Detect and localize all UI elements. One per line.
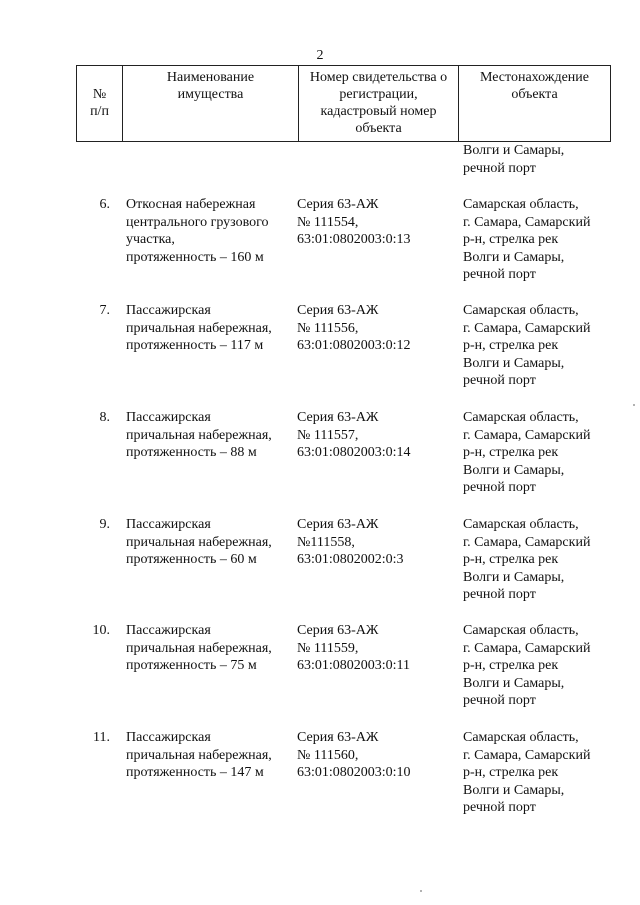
header-text: Номер свидетельства о (309, 70, 448, 85)
registration-line: № 111557, (297, 427, 359, 443)
location-line: речной порт (463, 160, 536, 176)
header-text: регистрации, (339, 87, 418, 102)
registration-line: 63:01:0802003:0:10 (297, 765, 411, 780)
name-line: причальная набережная, (126, 747, 272, 763)
location-line: Самарская область, (463, 517, 579, 532)
location-line: Волги и Самары, (463, 675, 565, 691)
registration-line: Серия 63-АЖ (297, 623, 379, 638)
header-text: объекта (511, 87, 558, 102)
location-line: речной порт (463, 587, 536, 602)
name-line: Пассажирская (126, 410, 211, 425)
scan-speck (420, 890, 422, 892)
location-line: р-н, стрелка рек (463, 445, 559, 460)
registration-line: Серия 63-АЖ (297, 730, 379, 745)
property-name-cell (126, 729, 294, 782)
row-number: 8. (99, 410, 110, 425)
property-name-cell (126, 302, 294, 355)
name-line: протяженность – 88 м (126, 445, 257, 460)
name-line: Откосная набережная (126, 197, 256, 212)
location-line: речной порт (463, 800, 536, 815)
name-line: причальная набережная, (126, 534, 272, 550)
header-text: объекта (355, 121, 402, 136)
location-line: р-н, стрелка рек (463, 232, 559, 247)
registration-cell (297, 409, 457, 462)
location-line: Самарская область, (463, 410, 579, 425)
name-line: причальная набережная, (126, 320, 272, 336)
name-line: Пассажирская (126, 623, 211, 638)
header-location-column (459, 66, 610, 141)
name-line: протяженность – 60 м (126, 552, 257, 567)
location-line: речной порт (463, 267, 536, 282)
location-line: речной порт (463, 480, 536, 495)
location-line: г. Самара, Самарский (463, 747, 591, 763)
name-line: протяженность – 147 м (126, 765, 264, 780)
registration-line: Серия 63-АЖ (297, 410, 379, 425)
location-line: Самарская область, (463, 730, 579, 745)
location-line: г. Самара, Самарский (463, 214, 591, 230)
location-cell (463, 302, 628, 390)
page-number: 2 (316, 48, 324, 63)
registration-cell (297, 302, 457, 355)
location-line: р-н, стрелка рек (463, 338, 559, 353)
registration-cell (297, 622, 457, 675)
continued-location-cell (463, 142, 623, 177)
name-line: протяженность – 117 м (126, 338, 264, 353)
registration-cell (297, 196, 457, 249)
name-line: Пассажирская (126, 517, 211, 532)
location-cell (463, 516, 628, 604)
registration-cell (297, 516, 457, 569)
location-line: Волги и Самары, (463, 782, 565, 798)
name-line: центрального грузового (126, 214, 269, 230)
registration-line: Серия 63-АЖ (297, 303, 379, 318)
registration-line: № 111554, (297, 214, 359, 230)
name-line: причальная набережная, (126, 427, 272, 443)
table-header (76, 65, 611, 142)
header-number-column (77, 66, 123, 141)
header-text: Наименование (166, 70, 255, 85)
registration-line: № 111559, (297, 640, 359, 656)
location-line: р-н, стрелка рек (463, 658, 559, 673)
header-text: п/п (90, 104, 109, 119)
scan-speck (633, 404, 635, 406)
header-registration-column (299, 66, 459, 141)
location-line: г. Самара, Самарский (463, 640, 591, 656)
location-line: Волги и Самары, (463, 569, 565, 585)
header-text: кадастровый номер (320, 104, 437, 119)
location-line: Самарская область, (463, 623, 579, 638)
location-line: Самарская область, (463, 303, 579, 318)
location-line: Самарская область, (463, 197, 579, 212)
name-line: Пассажирская (126, 303, 211, 318)
location-line: речной порт (463, 373, 536, 388)
row-number: 10. (92, 623, 110, 638)
location-line: р-н, стрелка рек (463, 552, 559, 567)
row-number: 6. (99, 197, 110, 212)
property-name-cell (126, 409, 294, 462)
location-line: Волги и Самары, (463, 249, 565, 265)
name-line: Пассажирская (126, 730, 211, 745)
registration-line: № 111560, (297, 747, 359, 763)
row-number: 9. (99, 517, 110, 532)
header-text: Местонахождение (479, 70, 589, 85)
location-cell (463, 622, 628, 710)
location-line: речной порт (463, 693, 536, 708)
registration-line: Серия 63-АЖ (297, 517, 379, 532)
location-line: г. Самара, Самарский (463, 534, 591, 550)
location-line: р-н, стрелка рек (463, 765, 559, 780)
location-line: г. Самара, Самарский (463, 427, 591, 443)
property-name-cell (126, 196, 294, 266)
location-cell (463, 196, 628, 284)
location-cell (463, 729, 628, 817)
location-line: г. Самара, Самарский (463, 320, 591, 336)
registration-line: 63:01:0802003:0:11 (297, 658, 411, 673)
property-name-cell (126, 516, 294, 569)
name-line: причальная набережная, (126, 640, 272, 656)
location-cell (463, 409, 628, 497)
registration-line: № 111556, (297, 320, 359, 336)
location-line: Волги и Самары, (463, 143, 565, 158)
registration-line: №111558, (297, 534, 355, 550)
name-line: протяженность – 160 м (126, 249, 264, 265)
property-name-cell (126, 622, 294, 675)
registration-line: 63:01:0802003:0:13 (297, 232, 411, 247)
location-line: Волги и Самары, (463, 462, 565, 478)
header-text: № (92, 87, 107, 102)
row-number: 7. (99, 303, 110, 318)
header-text: имущества (177, 87, 244, 102)
name-line: участка, (126, 232, 175, 247)
header-name-column (123, 66, 299, 141)
registration-line: Серия 63-АЖ (297, 197, 379, 212)
registration-line: 63:01:0802002:0:3 (297, 552, 404, 567)
registration-line: 63:01:0802003:0:12 (297, 338, 411, 353)
row-number: 11. (93, 730, 110, 745)
name-line: протяженность – 75 м (126, 658, 257, 673)
location-line: Волги и Самары, (463, 355, 565, 371)
registration-line: 63:01:0802003:0:14 (297, 445, 411, 460)
registration-cell (297, 729, 457, 782)
